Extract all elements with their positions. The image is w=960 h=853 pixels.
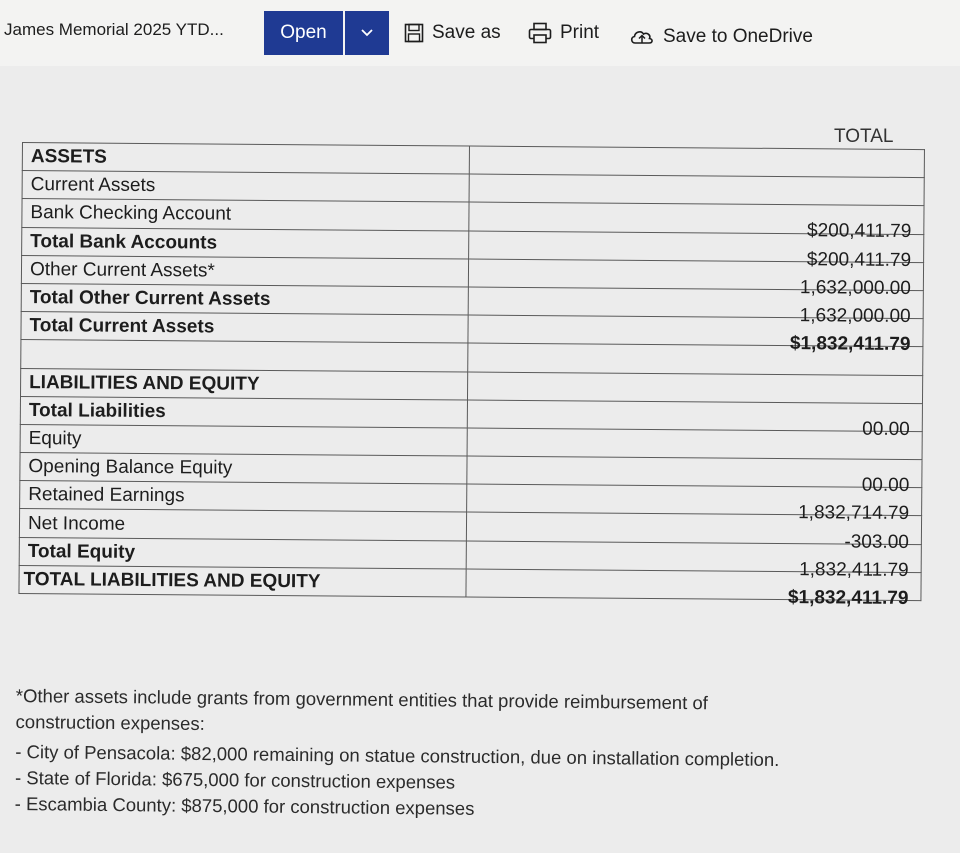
row-value-cell [467, 484, 922, 525]
row-label-opening-balance-equity: Opening Balance Equity [20, 453, 467, 485]
print-button[interactable] [528, 22, 599, 44]
row-value-net-income: -303.00 [844, 531, 909, 553]
row-label-current-assets: Current Assets [22, 171, 469, 203]
row-value-cell [467, 456, 922, 497]
row-value-opening-balance-equity: 00.00 [861, 474, 910, 497]
row-label-assets: ASSETS [22, 143, 469, 175]
row-label-total-other-current-assets: Total Other Current Assets [21, 283, 468, 315]
row-value [469, 146, 924, 178]
document-title: James Memorial 2025 YTD... [4, 20, 224, 39]
row-value-total-liabilities-and-equity: $1,832,411.79 [787, 586, 909, 609]
row-value-retained-earnings: 1,832,714.79 [798, 502, 910, 525]
save-as-button[interactable] [404, 22, 501, 44]
save-to-onedrive-button[interactable] [629, 26, 813, 48]
row-value-total-current-assets: $1,832,411.79 [789, 333, 911, 356]
row-value-other-current-assets: 1,632,000.00 [799, 276, 911, 299]
row-label-liabilities-and-equity: LIABILITIES AND EQUITY [21, 368, 468, 400]
footnote-line: - State of Florida: $675,000 for construction expenses [14, 766, 456, 793]
row-label-blank [21, 340, 468, 372]
printer-icon [528, 22, 552, 44]
row-value-total-equity: 1,832,411.79 [799, 558, 909, 581]
save-to-onedrive-label: Save to OneDrive [663, 26, 813, 47]
footnote [15, 683, 896, 826]
row-value-total-bank-accounts: $200,411.79 [806, 248, 912, 271]
open-button-group [264, 11, 389, 55]
row-label-net-income: Net Income [19, 509, 466, 541]
row-label-retained-earnings: Retained Earnings [20, 481, 467, 513]
save-icon [404, 23, 424, 43]
row-value [467, 372, 922, 404]
row-value-total-liabilities: 00.00 [862, 418, 910, 440]
row-value-bank-checking: $200,411.79 [806, 220, 912, 243]
row-label-total-liabilities: Total Liabilities [20, 396, 467, 428]
footnote-line: - Escambia County: $875,000 for construction expenses [14, 792, 475, 819]
row-value [469, 174, 924, 206]
row-label-total-current-assets: Total Current Assets [21, 312, 468, 344]
open-button[interactable]: Open [264, 11, 343, 55]
row-label-other-current-assets: Other Current Assets* [21, 255, 468, 287]
print-label: Print [560, 22, 600, 43]
save-as-label: Save as [432, 22, 501, 43]
total-column-header: TOTAL [834, 126, 894, 147]
footnote-line: construction expenses: [15, 710, 205, 734]
row-value-total-other-current-assets: 1,632,000.00 [799, 305, 911, 328]
cloud-upload-icon [629, 27, 655, 47]
row-label-equity: Equity [20, 424, 467, 456]
row-label-total-equity: Total Equity [19, 537, 466, 569]
row-value-cell [467, 400, 922, 440]
row-label-total-bank-accounts: Total Bank Accounts [22, 227, 469, 259]
row-value-cell [469, 202, 924, 243]
row-label-bank-checking: Bank Checking Account [22, 199, 469, 231]
balance-sheet-table [18, 142, 925, 609]
footnote-line: - City of Pensacola: $82,000 remaining on statue construction, due on installation completion. [15, 740, 780, 770]
row-value [467, 428, 922, 460]
footnote-line: *Other assets include grants from government entities that provide reimbursement of [15, 684, 708, 714]
row-label-total-liabilities-and-equity: TOTAL LIABILITIES AND EQUITY [19, 565, 466, 597]
open-options-dropdown[interactable] [345, 11, 389, 55]
chevron-down-icon [361, 29, 373, 37]
document-toolbar [0, 0, 960, 67]
